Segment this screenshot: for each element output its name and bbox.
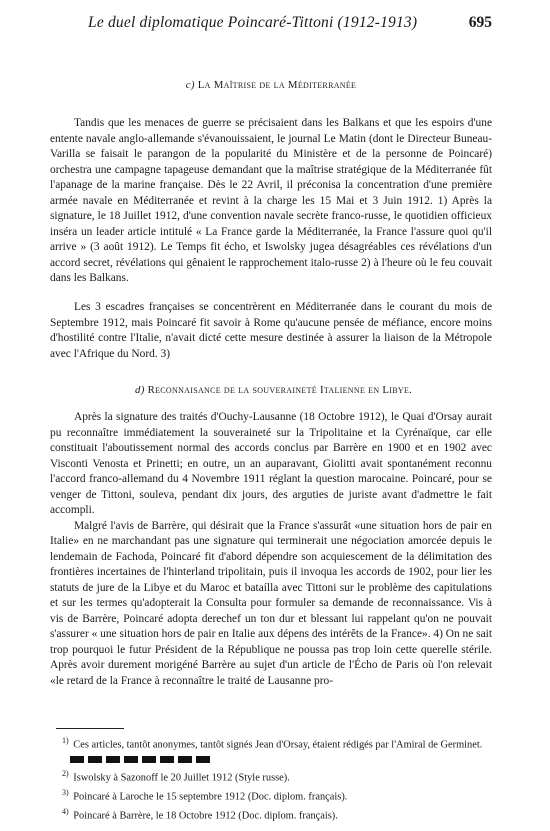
section-heading-c [50, 79, 492, 91]
footnote-mark: 4) [62, 807, 69, 817]
section-letter: c) [185, 79, 195, 91]
footnote-mark: 1) [62, 736, 69, 745]
running-header [88, 14, 492, 36]
section-title: Reconnaisance de la souveraineté Italienne en Libye. [147, 384, 413, 396]
footnote-mark: 3) [62, 788, 69, 798]
section-d-body [50, 410, 492, 689]
footnote [50, 767, 492, 786]
section-c-paragraph-1 [50, 116, 492, 287]
paragraph: Tandis que les menaces de guerre se précisaient dans les Balkans et que les espoirs d'une entente navale anglo-allemande s'évanouissaient, le journal Le Matin (dont le Directeur Buneau-Varilla se faisait le parangon de la popularité du Ministère et de la personne de Poincaré) orchestra une campagne tapageuse demandant que la maîtrise stratégique de la Méditerranée fût l'apanage de la marine française. Dès le 22 Avril, il préconisa la concentration d'une première armée navale en Méditerranée et revint à la charge les 15 Mai et 3 Juin 1912. 1) Après la signature, le 18 Juillet 1912, d'une convention navale secrète franco-russe, le quotidien officieux inséra un leader article intitulé « La France garde la Méditerranée, la France l'assure quoi qu'il arrive » (3 août 1912). Le Temps fit écho, et Iswolsky jugea désagréables ces révélations d'un accord secret, révélations qui gênaient le rapprochement italo-russe 2) à l'heure où le feu couvait dans les Balkans. [50, 117, 492, 284]
footnotes [50, 734, 492, 824]
footnote-text: Ces articles, tantôt anonymes, tantôt signés Jean d'Orsay, étaient rédigés par l'Amiral de Germinet. [73, 739, 483, 751]
running-title: Le duel diplomatique Poincaré-Tittoni (1912-1913) [88, 14, 418, 31]
footnote-mark: 2) [62, 769, 69, 779]
section-title: La Maîtrise de la Méditerranée [197, 79, 357, 91]
section-letter: d) [135, 384, 145, 396]
paragraph: Malgré l'avis de Barrère, qui désirait que la France s'assurât «une situation hors de pair en Italie» en ne marchandant pas une signature qui terminerait une négociation amorcée depuis le lendemain de Fachoda, Poincaré fit d'abord dépendre son acquiescement de la délimitation des frontières incertaines de l'hinterland tripolitain, puis il invoqua les accords de 1902, pour lier les statuts de jure de la Libye et du Maroc et bataílla avec Tittoni sur le problème des capitulations et sur les termes qu'adopterait la Consulta pour formuler sa demande de reconnaissance. Vis à vis de Barrère, Poincaré adopta derechef un ton dur et blessant lui rappelant qu'on ne pouvait s'assurer « une situation hors de pair en Italie aux dépens des intérêts de la France». 4) On ne sait trop pourquoi le futur Président de la République ne poussa pas trop loin cette querelle stérile. Après avoir durement morigéné Barrère au sujet d'un article de l'Écho de Paris où l'on relevait «le retard de la France à reconnaître le traité de Lausanne pro- [50, 519, 492, 687]
paragraph: Après la signature des traités d'Ouchy-Lausanne (18 Octobre 1912), le Quai d'Orsay aurait pu reconnaître immédiatement la souveraineté sur la Tripolitaine et la Cyrénaïque, car elle constituait l'aboutissement normal des accords conclus par Barrère en 1900 et en 1902 avec Visconti Venosta et Prinetti; en outre, un an auparavant, Giolitti avait spontanément reconnu l'accord franco-allemand du 4 Novembre 1911 réglant la question marocaine. Poincaré, pour se venger de Tittoni, souleva, pendant dix jours, des arguties de juriste avant d'admettre le fait accompli. [50, 411, 492, 516]
page-number: 695 [468, 14, 492, 31]
section-c-paragraph-2 [50, 300, 492, 362]
footnote-text: Poincaré à Barrère, le 18 Octobre 1912 (Doc. diplom. français). [73, 810, 338, 822]
footnote [50, 786, 492, 805]
footnote-text: Poincaré à Laroche le 15 septembre 1912 (Doc. diplom. français). [73, 791, 348, 803]
paragraph: Les 3 escadres françaises se concentrèrent en Méditerranée dans le courant du mois de Septembre 1912, mais Poincaré fit savoir à Rome qu'aucune pensée de méfiance, encore moins d'hostilité contre l'Italie, n'avait dicté cette mesure destinée à assurer la liaison de la Métropole avec l'Afrique du Nord. 3) [50, 301, 492, 360]
footnote [50, 805, 492, 824]
redaction-mark [70, 756, 210, 763]
footnote [50, 734, 492, 767]
footnote-divider [56, 728, 124, 729]
section-heading-d [50, 384, 492, 396]
footnote-text: Iswolsky à Sazonoff le 20 Juillet 1912 (Style russe). [73, 772, 290, 784]
